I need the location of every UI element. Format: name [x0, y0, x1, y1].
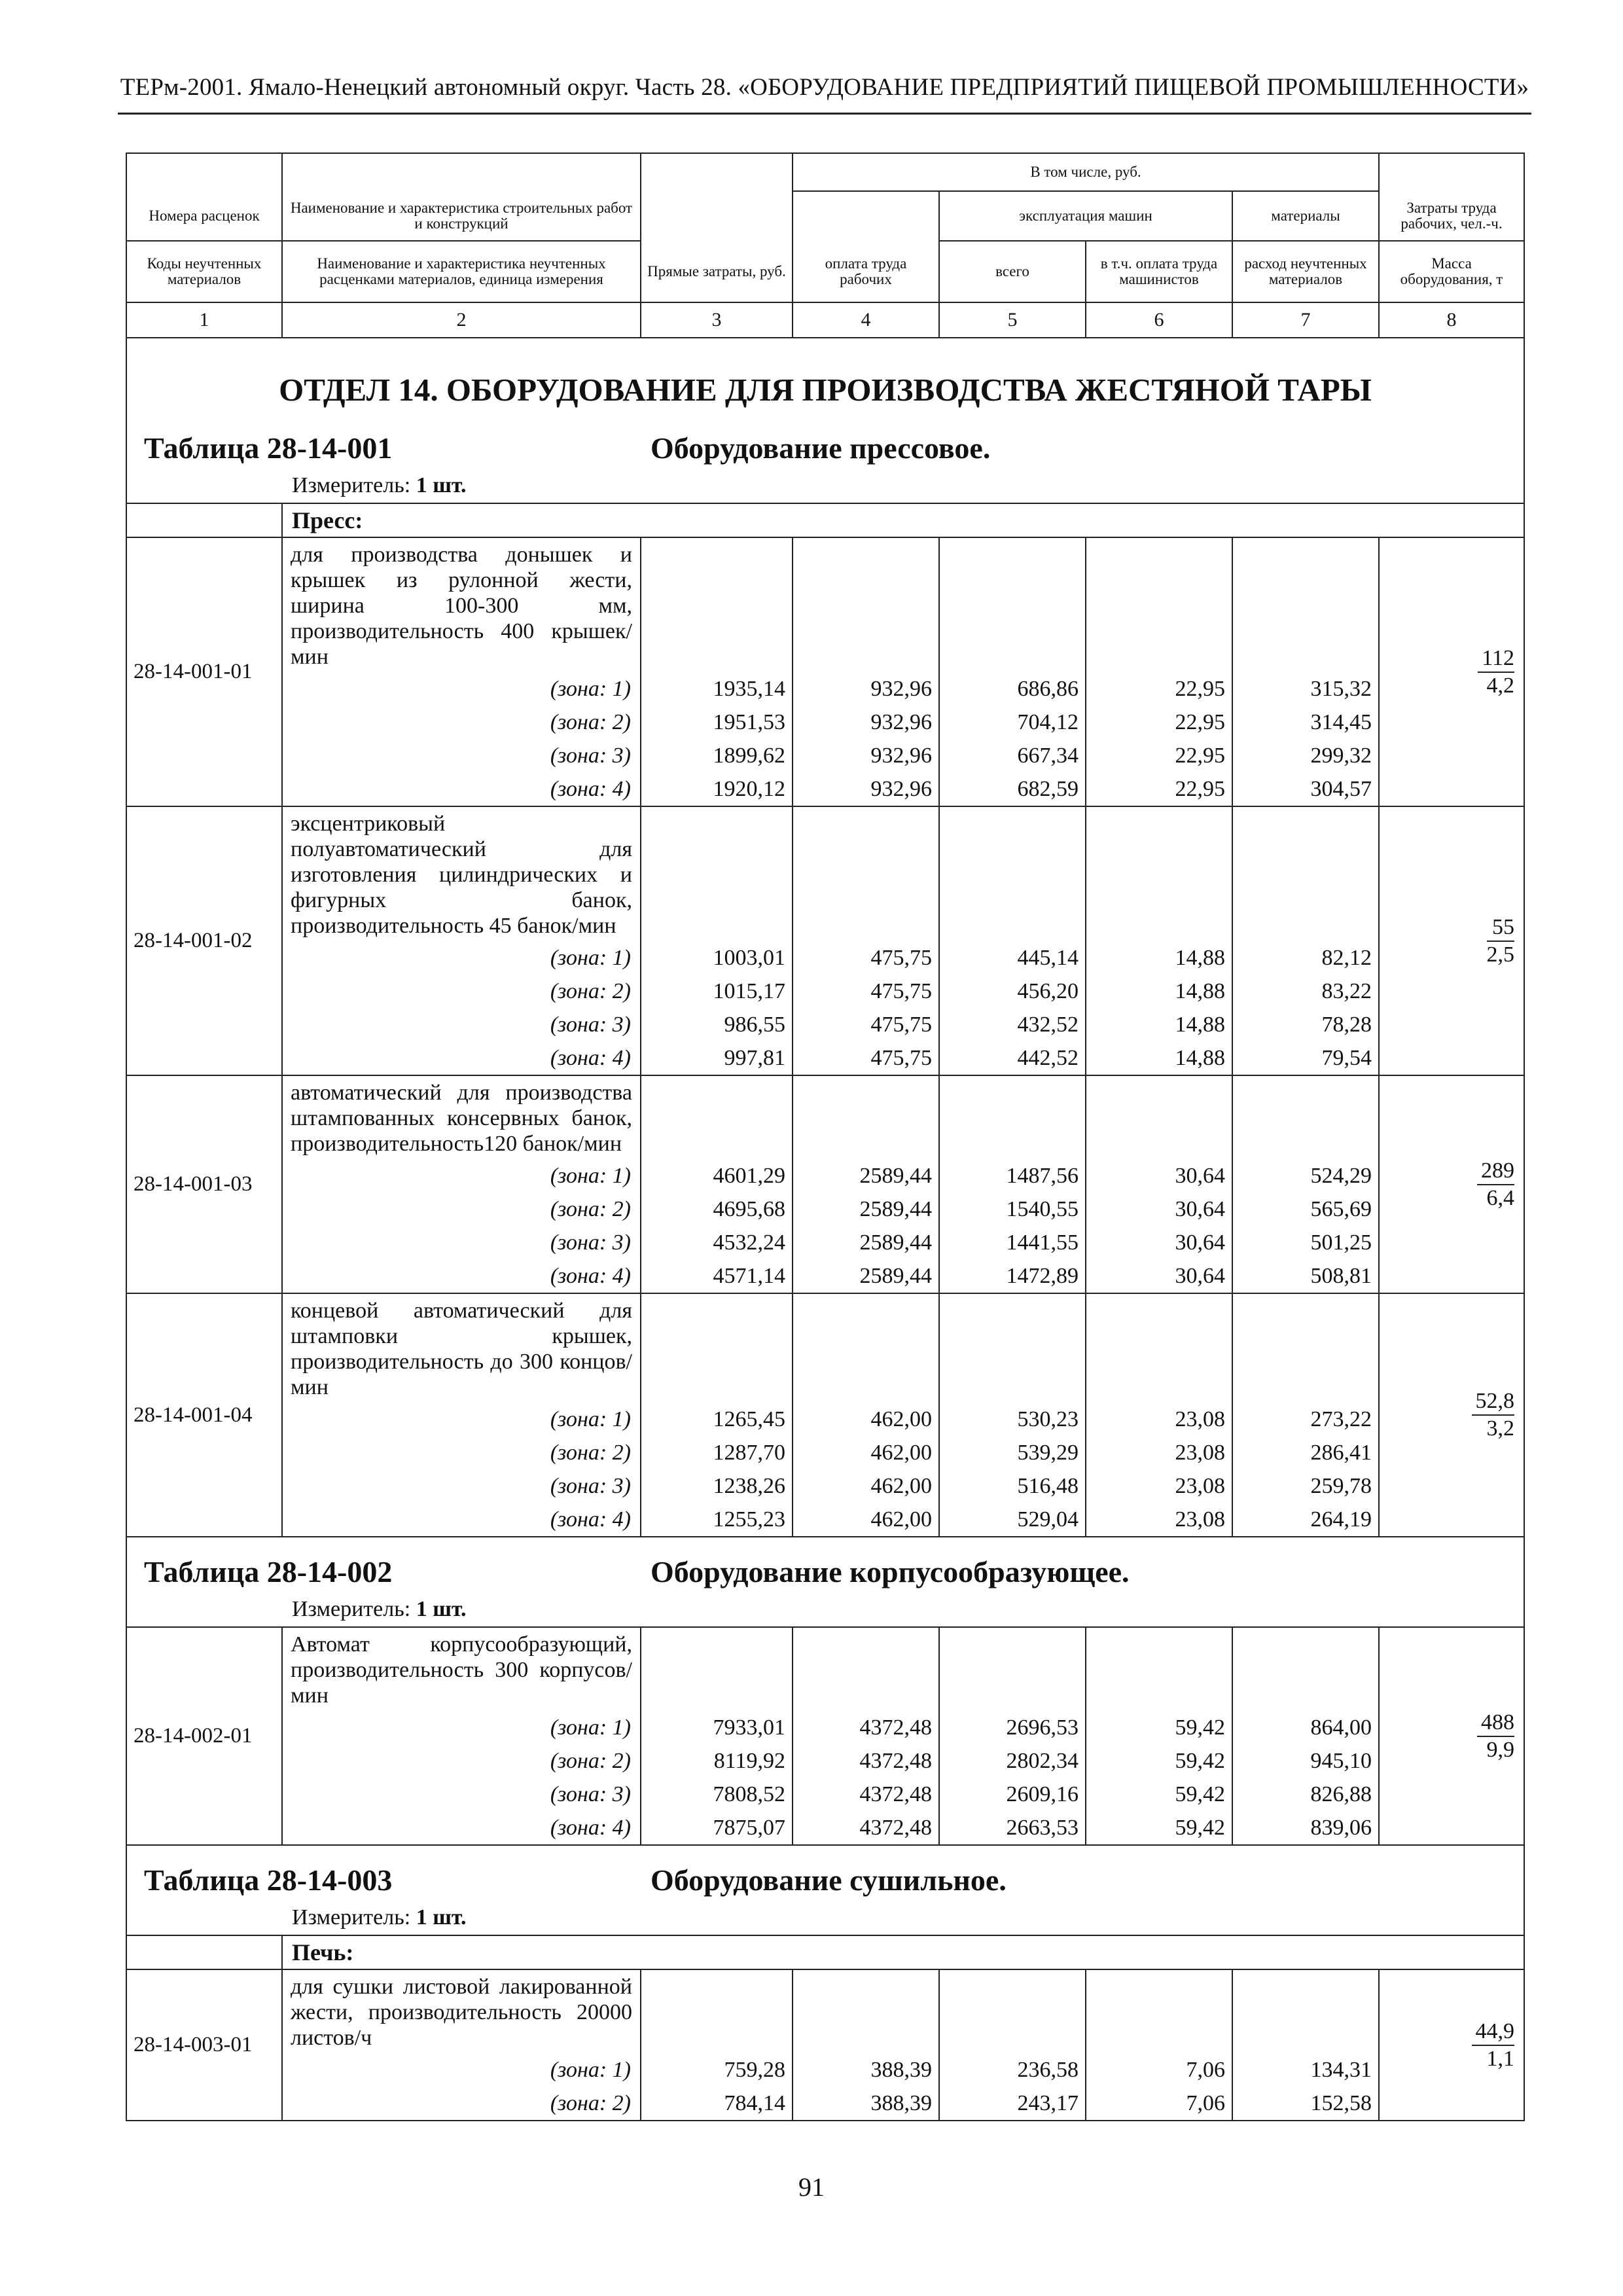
table-name: Оборудование корпусообразующее.: [651, 1555, 1130, 1588]
zone-label: (зона: 3): [282, 1008, 641, 1041]
zone-label: (зона: 1): [282, 1159, 641, 1193]
direct-costs: 1265,45: [641, 1403, 793, 1436]
worker-pay: 932,96: [793, 706, 939, 739]
section-cell: [126, 338, 1524, 503]
direct-costs: 1287,70: [641, 1436, 793, 1469]
rates-table: [126, 152, 1525, 2121]
direct-costs: 1003,01: [641, 941, 793, 975]
zone-label: (зона: 2): [282, 975, 641, 1008]
empty-cell: [793, 806, 939, 941]
materials: 134,31: [1232, 2053, 1379, 2087]
machinist-pay: 30,64: [1086, 1259, 1232, 1293]
rate-description: автоматический для производства штампованных консервных банок, производительность120 банок/мин: [282, 1075, 641, 1159]
direct-costs: 4532,24: [641, 1226, 793, 1259]
machine-operation: 667,34: [939, 739, 1086, 772]
empty-cell: [793, 1969, 939, 2053]
worker-pay: 2589,44: [793, 1159, 939, 1193]
th-direct-costs: Прямые затраты, руб.: [641, 241, 793, 302]
zone-row: [126, 2053, 1524, 2087]
worker-pay: 388,39: [793, 2087, 939, 2121]
rate-description: для производства донышек и крышек из рулонной жести, ширина 100-300 мм, производительность 400 крышек/мин: [282, 537, 641, 672]
zone-row: [126, 1503, 1524, 1537]
worker-pay: 4372,48: [793, 1744, 939, 1778]
labor-mass-cell: [1379, 1075, 1524, 1293]
th-materials-expense: расход неучтенных материалов: [1232, 241, 1379, 302]
machinist-pay: 7,06: [1086, 2087, 1232, 2121]
machine-operation: 1540,55: [939, 1193, 1086, 1226]
th-spacer-2: [282, 153, 641, 191]
empty-cell: [1086, 806, 1232, 941]
table-number: Таблица 28-14-003: [144, 1863, 393, 1897]
machine-operation: 442,52: [939, 1041, 1086, 1075]
empty-cell: [939, 1969, 1086, 2053]
th-unaccounted-name: Наименование и характеристика неучтенных расценками материалов, единица измерения: [282, 241, 641, 302]
machine-operation: 445,14: [939, 941, 1086, 975]
zone-row: [126, 1436, 1524, 1469]
header-rule: [118, 113, 1531, 115]
zone-row: [126, 1041, 1524, 1075]
zone-label: (зона: 4): [282, 1041, 641, 1075]
unit-line: [127, 1903, 1524, 1935]
materials: 314,45: [1232, 706, 1379, 739]
empty-cell: [793, 1293, 939, 1403]
th-machine-total: всего: [939, 241, 1086, 302]
zone-row: [126, 1159, 1524, 1193]
zone-label: (зона: 2): [282, 1436, 641, 1469]
worker-pay: 475,75: [793, 1008, 939, 1041]
direct-costs: 1920,12: [641, 772, 793, 806]
labor-mass-cell: [1379, 1627, 1524, 1845]
materials: 864,00: [1232, 1711, 1379, 1744]
empty-cell: [641, 1627, 793, 1711]
column-number: 1: [126, 302, 282, 338]
equipment-mass: 2,5: [1486, 942, 1515, 967]
column-number: 6: [1086, 302, 1232, 338]
labor-mass-cell: [1379, 806, 1524, 1075]
th-machine-operation: эксплуатация машин: [939, 191, 1232, 241]
materials: 945,10: [1232, 1744, 1379, 1778]
rate-code: 28-14-001-02: [126, 806, 282, 1075]
rate-description: для сушки листовой лакированной жести, производительность 20000 листов/ч: [282, 1969, 641, 2053]
worker-pay: 2589,44: [793, 1193, 939, 1226]
direct-costs: 1015,17: [641, 975, 793, 1008]
rate-code: 28-14-001-03: [126, 1075, 282, 1293]
machine-operation: 529,04: [939, 1503, 1086, 1537]
th-spacer-1: [126, 153, 282, 191]
materials: 565,69: [1232, 1193, 1379, 1226]
materials: 826,88: [1232, 1778, 1379, 1811]
zone-row: [126, 1226, 1524, 1259]
zone-label: (зона: 2): [282, 706, 641, 739]
worker-pay: 932,96: [793, 739, 939, 772]
machinist-pay: 30,64: [1086, 1226, 1232, 1259]
th-worker-pay: оплата труда рабочих: [793, 241, 939, 302]
column-number: 2: [282, 302, 641, 338]
empty-cell: [1232, 806, 1379, 941]
worker-pay: 2589,44: [793, 1259, 939, 1293]
worker-pay: 2589,44: [793, 1226, 939, 1259]
th-spacer-8: [1379, 153, 1524, 191]
labor-mass-fraction: [1477, 1710, 1514, 1763]
machinist-pay: 14,88: [1086, 1008, 1232, 1041]
direct-costs: 7808,52: [641, 1778, 793, 1811]
rate-row: [126, 806, 1524, 941]
equipment-mass: 3,2: [1486, 1416, 1515, 1441]
empty-cell: [1086, 1075, 1232, 1159]
rate-row: [126, 1293, 1524, 1403]
zone-row: [126, 772, 1524, 806]
materials: 839,06: [1232, 1811, 1379, 1845]
page-header: ТЕРм-2001. Ямало-Ненецкий автономный округ. Часть 28. «ОБОРУДОВАНИЕ ПРЕДПРИЯТИЙ ПИЩЕВОЙ ПРОМЫШЛЕННОСТИ»: [120, 74, 1529, 101]
zone-label: (зона: 1): [282, 1711, 641, 1744]
empty-cell: [1086, 1627, 1232, 1711]
worker-pay: 475,75: [793, 975, 939, 1008]
th-work-name: Наименование и характеристика строительных работ и конструкций: [282, 191, 641, 241]
machinist-pay: 14,88: [1086, 1041, 1232, 1075]
zone-row: [126, 2087, 1524, 2121]
labor-costs: 112: [1478, 645, 1514, 673]
empty-cell: [1232, 1075, 1379, 1159]
group-empty-code: [126, 503, 282, 537]
worker-pay: 475,75: [793, 941, 939, 975]
unit-label: Измеритель:: [292, 1597, 411, 1621]
rate-description: концевой автоматический для штамповки крышек, производительность до 300 концов/мин: [282, 1293, 641, 1403]
machine-operation: 704,12: [939, 706, 1086, 739]
zone-row: [126, 1403, 1524, 1436]
materials: 152,58: [1232, 2087, 1379, 2121]
unit-value: 1 шт.: [416, 1597, 467, 1621]
machinist-pay: 22,95: [1086, 672, 1232, 706]
column-number: 7: [1232, 302, 1379, 338]
zone-label: (зона: 3): [282, 739, 641, 772]
empty-cell: [1232, 537, 1379, 672]
table-title: [127, 431, 1524, 471]
machinist-pay: 14,88: [1086, 975, 1232, 1008]
table-name: Оборудование прессовое.: [651, 431, 991, 465]
machinist-pay: 30,64: [1086, 1159, 1232, 1193]
direct-costs: 1238,26: [641, 1469, 793, 1503]
table-section: [126, 1845, 1524, 1935]
materials: 273,22: [1232, 1403, 1379, 1436]
empty-cell: [641, 806, 793, 941]
machinist-pay: 22,95: [1086, 739, 1232, 772]
zone-label: (зона: 3): [282, 1778, 641, 1811]
table-name: Оборудование сушильное.: [651, 1863, 1007, 1897]
th-machinist-pay: в т.ч. оплата труда машинистов: [1086, 241, 1232, 302]
empty-cell: [939, 806, 1086, 941]
zone-row: [126, 975, 1524, 1008]
machine-operation: 682,59: [939, 772, 1086, 806]
machinist-pay: 22,95: [1086, 772, 1232, 806]
worker-pay: 932,96: [793, 772, 939, 806]
machinist-pay: 14,88: [1086, 941, 1232, 975]
th-spacer-3: [641, 153, 793, 191]
zone-row: [126, 1469, 1524, 1503]
direct-costs: 1951,53: [641, 706, 793, 739]
equipment-mass: 4,2: [1486, 673, 1515, 698]
zone-label: (зона: 1): [282, 2053, 641, 2087]
unit-label: Измеритель:: [292, 1905, 411, 1929]
worker-pay: 475,75: [793, 1041, 939, 1075]
rate-description: Автомат корпусообразующий, производительность 300 корпусов/мин: [282, 1627, 641, 1711]
empty-cell: [793, 537, 939, 672]
zone-label: (зона: 4): [282, 1811, 641, 1845]
materials: 501,25: [1232, 1226, 1379, 1259]
worker-pay: 462,00: [793, 1436, 939, 1469]
machine-operation: 539,29: [939, 1436, 1086, 1469]
th-labor-costs: Затраты труда рабочих, чел.-ч.: [1379, 191, 1524, 241]
worker-pay: 4372,48: [793, 1711, 939, 1744]
direct-costs: 8119,92: [641, 1744, 793, 1778]
labor-costs: 44,9: [1472, 2018, 1515, 2046]
direct-costs: 1255,23: [641, 1503, 793, 1537]
machine-operation: 432,52: [939, 1008, 1086, 1041]
machinist-pay: 23,08: [1086, 1436, 1232, 1469]
labor-costs: 289: [1477, 1158, 1514, 1185]
labor-mass-cell: [1379, 537, 1524, 806]
direct-costs: 1935,14: [641, 672, 793, 706]
machine-operation: 2609,16: [939, 1778, 1086, 1811]
machinist-pay: 59,42: [1086, 1744, 1232, 1778]
labor-mass-fraction: [1487, 914, 1515, 968]
worker-pay: 462,00: [793, 1469, 939, 1503]
materials: 82,12: [1232, 941, 1379, 975]
zone-label: (зона: 1): [282, 1403, 641, 1436]
unit-line: [127, 471, 1524, 503]
zone-label: (зона: 2): [282, 2087, 641, 2121]
table-title: [127, 1863, 1524, 1903]
materials: 264,19: [1232, 1503, 1379, 1537]
empty-cell: [1086, 1293, 1232, 1403]
empty-cell: [1232, 1627, 1379, 1711]
direct-costs: 4601,29: [641, 1159, 793, 1193]
worker-pay: 388,39: [793, 2053, 939, 2087]
zone-label: (зона: 4): [282, 772, 641, 806]
direct-costs: 986,55: [641, 1008, 793, 1041]
empty-cell: [939, 1627, 1086, 1711]
machine-operation: 456,20: [939, 975, 1086, 1008]
materials: 508,81: [1232, 1259, 1379, 1293]
section-cell: [126, 1537, 1524, 1627]
rate-row: [126, 1627, 1524, 1711]
rate-row: [126, 537, 1524, 672]
machinist-pay: 59,42: [1086, 1811, 1232, 1845]
direct-costs: 997,81: [641, 1041, 793, 1075]
department-title: ОТДЕЛ 14. ОБОРУДОВАНИЕ ДЛЯ ПРОИЗВОДСТВА ЖЕСТЯНОЙ ТАРЫ: [279, 372, 1372, 408]
th-pay-spacer: [793, 191, 939, 241]
column-number: 4: [793, 302, 939, 338]
zone-row: [126, 941, 1524, 975]
materials: 78,28: [1232, 1008, 1379, 1041]
zone-label: (зона: 2): [282, 1193, 641, 1226]
unit-line: [127, 1595, 1524, 1626]
labor-mass-fraction: [1478, 645, 1514, 699]
group-label: Пресс:: [282, 503, 1524, 537]
labor-mass-cell: [1379, 1969, 1524, 2121]
equipment-mass: 6,4: [1486, 1185, 1515, 1210]
column-number: 5: [939, 302, 1086, 338]
group-empty-code: [126, 1935, 282, 1969]
rate-code: 28-14-003-01: [126, 1969, 282, 2121]
th-unaccounted-codes: Коды неучтенных материалов: [126, 241, 282, 302]
machine-operation: 530,23: [939, 1403, 1086, 1436]
machine-operation: 1441,55: [939, 1226, 1086, 1259]
unit-label: Измеритель:: [292, 473, 411, 497]
zone-row: [126, 1711, 1524, 1744]
section-cell: [126, 1845, 1524, 1935]
direct-costs: 759,28: [641, 2053, 793, 2087]
column-number: 8: [1379, 302, 1524, 338]
empty-cell: [1086, 1969, 1232, 2053]
rate-code: 28-14-002-01: [126, 1627, 282, 1845]
worker-pay: 4372,48: [793, 1778, 939, 1811]
zone-label: (зона: 3): [282, 1226, 641, 1259]
labor-costs: 52,8: [1472, 1388, 1515, 1416]
equipment-mass: 1,1: [1486, 2046, 1515, 2071]
zone-row: [126, 1744, 1524, 1778]
empty-cell: [939, 1075, 1086, 1159]
empty-cell: [1232, 1969, 1379, 2053]
labor-mass-fraction: [1477, 1158, 1514, 1211]
machinist-pay: 30,64: [1086, 1193, 1232, 1226]
worker-pay: 932,96: [793, 672, 939, 706]
machinist-pay: 7,06: [1086, 2053, 1232, 2087]
machine-operation: 2696,53: [939, 1711, 1086, 1744]
materials: 83,22: [1232, 975, 1379, 1008]
worker-pay: 462,00: [793, 1503, 939, 1537]
column-number: 3: [641, 302, 793, 338]
th-equipment-mass: Масса оборудования, т: [1379, 241, 1524, 302]
machine-operation: 2663,53: [939, 1811, 1086, 1845]
materials: 524,29: [1232, 1159, 1379, 1193]
empty-cell: [1232, 1293, 1379, 1403]
table-title: [127, 1554, 1524, 1595]
table-number: Таблица 28-14-002: [144, 1555, 393, 1588]
rate-row: [126, 1969, 1524, 2053]
direct-costs: 784,14: [641, 2087, 793, 2121]
empty-cell: [641, 537, 793, 672]
direct-costs: 7933,01: [641, 1711, 793, 1744]
zone-row: [126, 706, 1524, 739]
zone-label: (зона: 2): [282, 1744, 641, 1778]
materials: 315,32: [1232, 672, 1379, 706]
rate-code: 28-14-001-01: [126, 537, 282, 806]
machine-operation: 2802,34: [939, 1744, 1086, 1778]
labor-mass-fraction: [1472, 2018, 1515, 2072]
machinist-pay: 59,42: [1086, 1711, 1232, 1744]
labor-costs: 488: [1477, 1710, 1514, 1737]
empty-cell: [793, 1627, 939, 1711]
empty-cell: [939, 537, 1086, 672]
machine-operation: 516,48: [939, 1469, 1086, 1503]
th-direct-spacer: [641, 191, 793, 241]
direct-costs: 4695,68: [641, 1193, 793, 1226]
labor-mass-fraction: [1472, 1388, 1515, 1442]
zone-row: [126, 1778, 1524, 1811]
machinist-pay: 59,42: [1086, 1778, 1232, 1811]
empty-cell: [1086, 537, 1232, 672]
th-rate-numbers: Номера расценок: [126, 191, 282, 241]
materials: 259,78: [1232, 1469, 1379, 1503]
labor-costs: 55: [1487, 914, 1515, 942]
zone-row: [126, 672, 1524, 706]
empty-cell: [641, 1969, 793, 2053]
zone-label: (зона: 4): [282, 1503, 641, 1537]
materials: 286,41: [1232, 1436, 1379, 1469]
empty-cell: [641, 1293, 793, 1403]
machinist-pay: 23,08: [1086, 1503, 1232, 1537]
th-including: В том числе, руб.: [793, 153, 1379, 191]
zone-row: [126, 1008, 1524, 1041]
direct-costs: 4571,14: [641, 1259, 793, 1293]
group-row: [126, 1935, 1524, 1969]
zone-row: [126, 1193, 1524, 1226]
zone-row: [126, 739, 1524, 772]
table-section: [126, 338, 1524, 503]
machine-operation: 243,17: [939, 2087, 1086, 2121]
worker-pay: 4372,48: [793, 1811, 939, 1845]
materials: 79,54: [1232, 1041, 1379, 1075]
zone-label: (зона: 4): [282, 1259, 641, 1293]
page-number: 91: [798, 2172, 825, 2202]
zone-row: [126, 1811, 1524, 1845]
labor-mass-cell: [1379, 1293, 1524, 1537]
rate-description: эксцентриковый полуавтоматический для изготовления цилиндрических и фигурных банок, производительность 45 банок/мин: [282, 806, 641, 941]
group-label: Печь:: [282, 1935, 1524, 1969]
direct-costs: 1899,62: [641, 739, 793, 772]
th-materials: материалы: [1232, 191, 1379, 241]
machinist-pay: 23,08: [1086, 1469, 1232, 1503]
unit-value: 1 шт.: [416, 1905, 467, 1929]
empty-cell: [939, 1293, 1086, 1403]
table-section: [126, 1537, 1524, 1627]
empty-cell: [793, 1075, 939, 1159]
machine-operation: 686,86: [939, 672, 1086, 706]
zone-label: (зона: 1): [282, 941, 641, 975]
machine-operation: 1487,56: [939, 1159, 1086, 1193]
machine-operation: 1472,89: [939, 1259, 1086, 1293]
zone-label: (зона: 3): [282, 1469, 641, 1503]
direct-costs: 7875,07: [641, 1811, 793, 1845]
machinist-pay: 22,95: [1086, 706, 1232, 739]
unit-value: 1 шт.: [416, 473, 467, 497]
zone-label: (зона: 1): [282, 672, 641, 706]
equipment-mass: 9,9: [1486, 1737, 1515, 1762]
machine-operation: 236,58: [939, 2053, 1086, 2087]
materials: 304,57: [1232, 772, 1379, 806]
materials: 299,32: [1232, 739, 1379, 772]
group-row: [126, 503, 1524, 537]
machinist-pay: 23,08: [1086, 1403, 1232, 1436]
table-number: Таблица 28-14-001: [144, 431, 393, 465]
rate-code: 28-14-001-04: [126, 1293, 282, 1537]
zone-row: [126, 1259, 1524, 1293]
empty-cell: [641, 1075, 793, 1159]
rate-row: [126, 1075, 1524, 1159]
worker-pay: 462,00: [793, 1403, 939, 1436]
